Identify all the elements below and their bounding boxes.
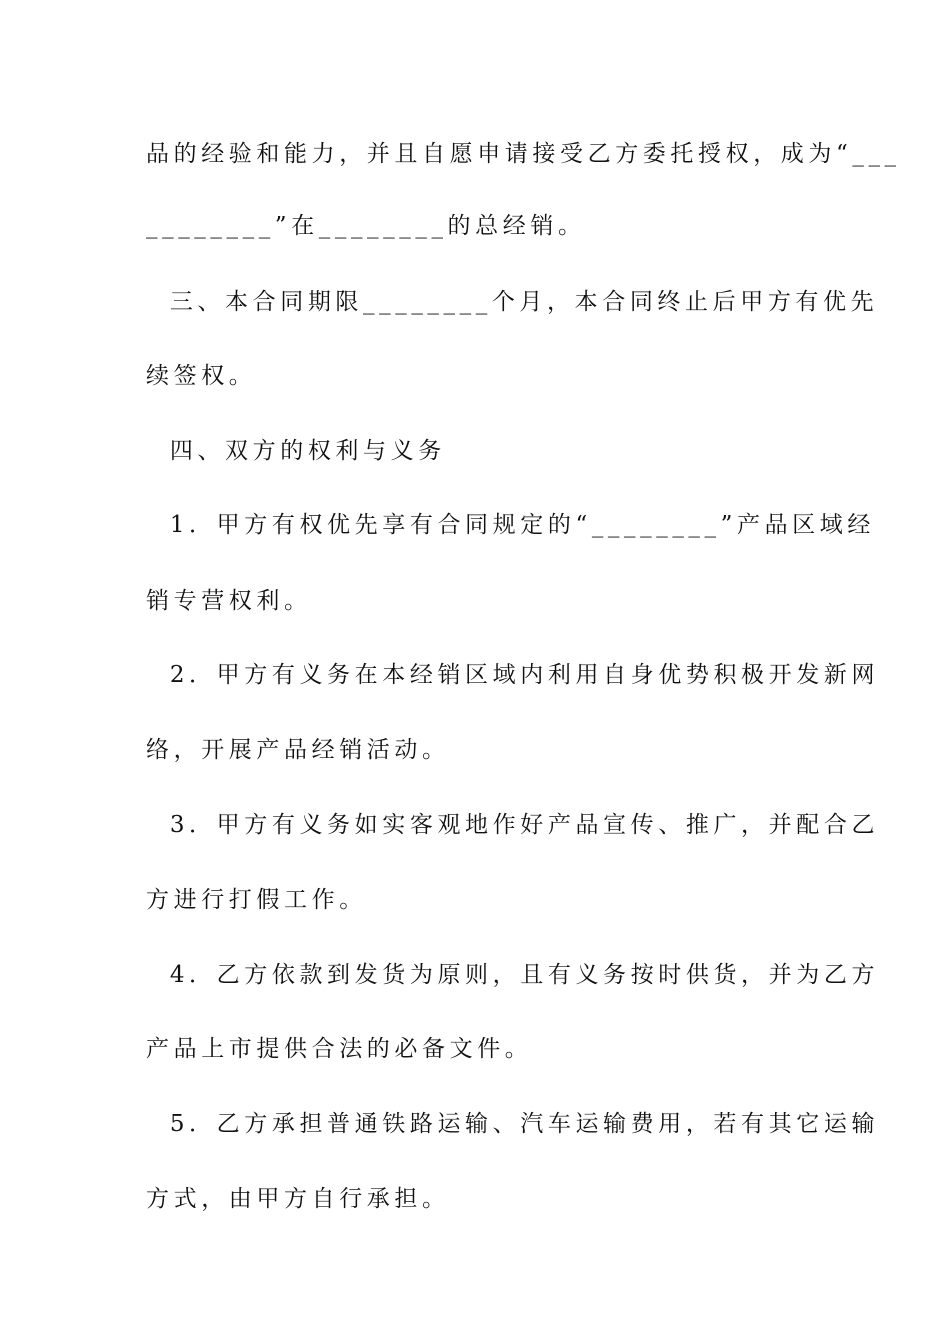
text-line: 续签权。: [146, 363, 257, 389]
text-line: 方式，由甲方自行承担。: [146, 1186, 450, 1212]
text-line: 4．乙方依款到发货为原则，且有义务按时供货，并为乙方: [146, 962, 880, 988]
section-heading: 四、双方的权利与义务: [146, 438, 446, 464]
text-line: 三、本合同期限________个月，本合同终止后甲方有优先: [146, 289, 879, 315]
text-line: 3．甲方有义务如实客观地作好产品宣传、推广，并配合乙: [146, 812, 880, 838]
text-line: 5．乙方承担普通铁路运输、汽车运输费用，若有其它运输: [146, 1111, 880, 1137]
text-line: 销专营权利。: [146, 588, 312, 614]
text-line: 产品上市提供合法的必备文件。: [146, 1036, 533, 1062]
text-line: 络，开展产品经销活动。: [146, 737, 450, 763]
text-line: 1．甲方有权优先享有合同规定的“________”产品区域经: [146, 512, 875, 538]
text-line: 方进行打假工作。: [146, 887, 367, 913]
text-line: ________”在________的总经销。: [146, 213, 586, 239]
text-line: 2．甲方有义务在本经销区域内利用自身优势积极开发新网: [146, 662, 880, 688]
text-line: 品的经验和能力，并且自愿申请接受乙方委托授权，成为“___: [146, 141, 901, 167]
